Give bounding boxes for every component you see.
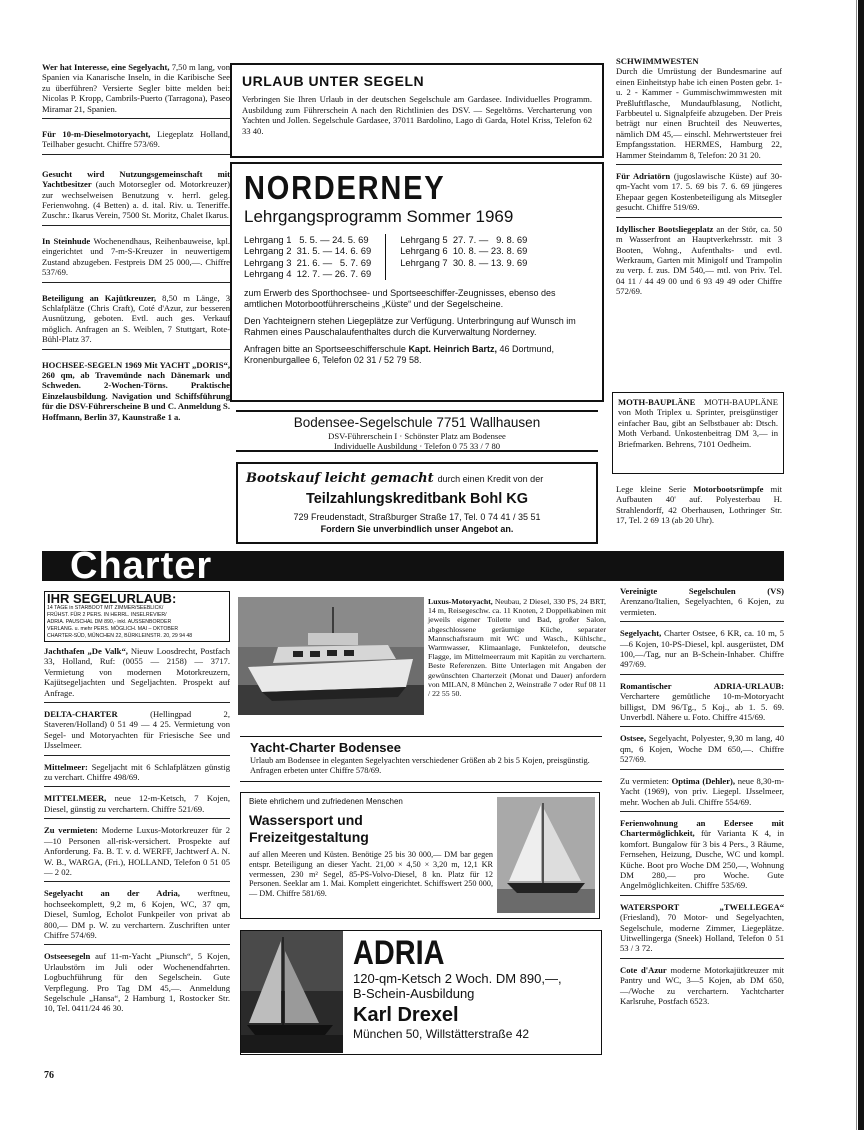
rumpf-ad: Lege kleine Serie Motorbootsrümpfe mit Aufbauten 40' auf. Polyesterbau H. Strahlendorff, 42 Oberhausen, Lothringer Str. 17, Tel. 2 69 13 (ab 20 Uhr). xyxy=(616,484,782,526)
bohl-bank: Teilzahlungskreditbank Bohl KG xyxy=(305,491,529,507)
classified-ad: Für Adriatörn (jugoslawische Küste) auf 30-qm-Yacht vom 17. 5. 69 bis 7. 6. 69 jüngeres Ehepaar gegen Kostenbeteiligung als Mitsegler gesucht. Chiffre 519/69. xyxy=(616,171,782,218)
ad-text: Verbringen Sie Ihren Urlaub in der deutschen Segelschule am Gardasee. Individuelles Programm. Ausbildung zum Führerschein A nach den Richtlinien des DSV. — Segeltörns. Vercharterung von Yachten und Jollen. Segelschule Gardasee, 37011 Bardolino, Lago di Garda, Hotel Kriss, Telefon 62 33 40. xyxy=(242,94,592,136)
charter-ad: WATERSPORT „TWELLEGEA“ (Friesland), 70 Motor- und Segelyachten, Segelschule, moderne Zimmer, Liegeplätze. Uitwellingerga (Sneek) Holland, Telefon 0 51 53 / 3 72. xyxy=(620,902,784,959)
ad-moth-bauplaene xyxy=(612,392,784,474)
charter-ad: DELTA-CHARTER (Hellingpad 2, Staveren/Holland) 0 51 49 — 4 25. Vermietung von Segel- und Motoryachten für Friesische See und IJsselmeer. xyxy=(44,709,230,756)
bohl-script: Bootskauf leicht gemacht xyxy=(246,471,434,486)
norderney-p2: Den Yachteignern stehen Liegeplätze zur Verfügung. Unterbringung auf Wunsch im Rahmen eines Pauschalaufenthaltes durch die Kurverwaltung Norderney. xyxy=(244,315,576,337)
adria-photo xyxy=(241,931,343,1053)
segelurlaub-line: FRÜHST. FÜR 2 PERS. IN HERRL. INSELREVIER/ xyxy=(47,612,167,618)
motoryacht-illustration xyxy=(238,597,424,715)
yacht-bodensee-text: Urlaub am Bodensee in eleganten Segelyachten verschiedener Größen ab 2 bis 5 Kojen, preisgünstig. Anfragen erbeten unter Chiffre 578/69. xyxy=(250,756,590,775)
segelurlaub-line: VERLANG. u. mehr PERS. MÖGLICH. MAI – OKTOBER xyxy=(47,626,179,632)
segelurlaub-lines xyxy=(45,605,229,640)
wassersport-intro: Biete ehrlichem und zufriedenen Menschen xyxy=(249,797,403,806)
norderney-subtitle: Lehrgangsprogramm Sommer 1969 xyxy=(244,207,514,226)
classified-ad: Idyllischer Bootsliegeplatz an der Stör, ca. 50 m Wasserfront an Hauptverkehrsstr. mit 3 Booten, Wohng., Aufenthalts- und evtl. Werkraum, Garten mit Minigolf und Trampolin zu verp. f. zus. DM 540,— mtl. von Priv. Tel. 04 11 / 44 49 00 und 6 93 49 49 oder Chiffre 572/69. xyxy=(616,223,782,297)
wassersport-text: auf allen Meeren und Küsten. Benötige 25 bis 30 000,— DM bar gegen entspr. Beteiligung an dieser Yacht. 21,00 × 4,50 × 3,20 m, 12,1 KR vermessen, 230 m² Segel, 85-PS-Volvo-Diesel, 8 kn. Platz für 12 Personen. Seeklar am 1. Mai. Komplett eingerichtet. Schiffswert 250 000,— DM. Chiffre 581/69. xyxy=(249,850,493,899)
bodensee-line2: Individuelle Ausbildung · Telefon 0 75 33 / 7 80 xyxy=(333,441,501,451)
classified-ad: HOCHSEE-SEGELN 1969 Mit YACHT „DORIS“, 260 qm, ab Travemünde nach Dänemark und Schweden. 2-Wochen-Törns. Praktische Einzelausbildung. Navigation und Schiffsführung für die DSV-Führerscheine B und C. Anmeldung S. Hoffmann, Berlin 37, Kaunstraße 1 a. xyxy=(42,359,230,422)
norderney-p1: zum Erwerb des Sporthochsee- und Sportseeschiffer-Zeugnisses, ebenso des amtlichen Motorbootführerscheins „Küste“ und der Segelscheine. xyxy=(244,287,556,309)
ad-segelurlaub xyxy=(44,591,230,642)
course-entry: Lehrgang 7 30. 8. — 13. 9. 69 xyxy=(400,256,528,268)
sailboat-illustration xyxy=(497,797,595,913)
adria-name: Karl Drexel xyxy=(353,1004,459,1026)
charter-ad: MITTELMEER, neue 12-m-Ketsch, 7 Kojen, Diesel, günstig zu verchartern. Chiffre 521/69. xyxy=(44,793,230,819)
charter-left-column xyxy=(44,646,230,1024)
segelurlaub-title: IHR SEGELURLAUB: xyxy=(47,591,177,606)
page-number: 76 xyxy=(44,1070,54,1081)
classified-ad: Beteiligung an Kajütkreuzer, 8,50 m Länge, 3 Schlafplätze (Chris Craft), Coté d'Azur, zur besseren Ausnützung, geboten. Evtl. auch ges. Verkauf möglich. Anfragen an S. Weiblen, 7 Stuttgart, Rote-Bühl-Platz 37. xyxy=(42,293,230,350)
courses-left xyxy=(244,234,371,280)
segelurlaub-line: CHARTER-SÜD, MÜNCHEN 22, BÜRKLEINSTR. 20, 29 94 48 xyxy=(47,633,193,639)
norderney-p3: Anfragen bitte an Sportseeschifferschule Kapt. Heinrich Bartz, 46 Dortmund, Kronenburgallee 6, Telefon 02 31 / 52 79 58. xyxy=(244,343,554,365)
adria-line2: B-Schein-Ausbildung xyxy=(353,986,475,1001)
bohl-script-rest: durch einen Kredit von der xyxy=(437,474,544,484)
adria-addr: München 50, Willstätterstraße 42 xyxy=(353,1027,530,1041)
yacht-bodensee-title: Yacht-Charter Bodensee xyxy=(250,740,401,755)
course-entry: Lehrgang 6 10. 8. — 23. 8. 69 xyxy=(400,245,528,257)
classified-ad: Gesucht wird Nutzungsgemeinschaft mit Yachtbesitzer (auch Motorsegler od. Motorkreuzer) zur wechselweisen Benutzung v. herrl. geleg. Ferienwohng. (4 Betten) a. d. ital. Riv. u. Teneriffe. Zuschr.: Ikarus Verein, 7500 St. Moritz, Chalet Ikarus. xyxy=(42,169,230,226)
ad-adria xyxy=(240,930,602,1055)
bohl-addr: 729 Freudenstadt, Straßburger Straße 17, Tel. 0 74 41 / 35 51 xyxy=(293,512,541,522)
page-edge-line xyxy=(856,0,857,1130)
sailboat-photo xyxy=(497,797,595,913)
charter-ad: Romantischer ADRIA-URLAUB: Verchartere gemütliche 10-m-Motoryacht billigst, DM 96/Tg., 5 Koj., ab 1. 5. 69. Unverbdl. Nähere u. Foto. Chiffre 415/69. xyxy=(620,681,784,728)
course-entry: Lehrgang 4 12. 7. — 26. 7. 69 xyxy=(244,268,372,280)
bodensee-line1: DSV-Führerschein I · Schönster Platz am Bodensee xyxy=(328,431,506,441)
charter-ad: Zu vermieten: Moderne Luxus-Motorkreuzer für 2—10 Personen all-risk-versichert. Prospekte auf Anforderung. Fa. B. T. v. d. WERFF, Jachtwerf A. N. W. B., WARGA, (Fri.), HOLLAND, Telefon 0 51 05 — 2 02. xyxy=(44,825,230,882)
left-top-column xyxy=(42,62,230,432)
classified-ad: In Steinhude Wochenendhaus, Reihenbauweise, kpl. eingerichtet und 7-m-S-Kreuzer in neuwertigem Zustand abzugeben. Festpreis DM 25 000,—. Chiffre 537/69. xyxy=(42,236,230,283)
charter-ad: Mittelmeer: Segeljacht mit 6 Schlafplätzen günstig zu verchart. Chiffre 498/69. xyxy=(44,762,230,788)
ad-wassersport xyxy=(240,792,600,919)
right-top-column xyxy=(616,56,782,307)
charter-banner-text: Charter xyxy=(70,545,213,587)
charter-ad: Jachthafen „De Valk“, Nieuw Loosdrecht, Postfach 33, Holland, Ruf: (0055 — 2158) — 3717. Vermietung von modernen Motorkreuzern, Kajütsegeljachten und Segeljachten. Prospekt auf Anfrage. xyxy=(44,646,230,703)
charter-banner xyxy=(42,545,784,587)
norderney-title: NORDERNEY xyxy=(244,169,446,206)
wassersport-title1: Wassersport und xyxy=(249,812,363,828)
course-entry: Lehrgang 5 27. 7. — 9. 8. 69 xyxy=(400,234,528,245)
motoryacht-photo xyxy=(238,597,424,715)
bohl-cta: Fordern Sie unverbindlich unser Angebot an. xyxy=(320,524,514,534)
charter-right-column xyxy=(620,586,784,1016)
charter-ad: Ostseesegeln auf 11-m-Yacht „Piunsch“, 5 Kojen, Urlaubstörn im Juli oder Wochenendfahrten. Logbuchführung für den Segelschein. Gute Verpflegung. Pro Tag DM 45,—. Anmeldung Segelschule „Hansa“, 2 Hamburg 1, Rostocker Str. 10, Tel. 0411/24 46 30. xyxy=(44,951,230,1014)
ad-bohl-kredit xyxy=(236,462,598,544)
segelurlaub-line: 14 TAGE in STARBOOT MIT ZIMMER/SEEBLICK/ xyxy=(47,605,164,611)
courses-right xyxy=(400,234,527,280)
charter-ad: Segelyacht, Charter Ostsee, 6 KR, ca. 10 m, 5—6 Kojen, 10-PS-Diesel, kpl. ausgerüstet, DM 100,—/Tag, nur an B-Schein-Inhaber. Chiffre 497/69. xyxy=(620,628,784,675)
adria-title: ADRIA xyxy=(353,934,445,972)
classified-ad: Für 10-m-Dieselmotoryacht, Liegeplatz Holland, Teilhaber gesucht. Chiffre 573/69. xyxy=(42,129,230,155)
moth-text: MOTH-BAUPLÄNE MOTH-BAUPLÄNE von Moth Triplex u. Sprinter, preisgünstiger einfacher Bau, gibt an Selbstbauer ab: Dtsch. Moth Verband. Unkostenbeitrag DM 3,— in Briefmarken. Behrens, 7101 Oedheim. xyxy=(618,397,778,449)
ad-title: URLAUB UNTER SEGELN xyxy=(242,73,425,89)
ad-yacht-charter-bodensee xyxy=(240,736,602,782)
adria-line1: 120-qm-Ketsch 2 Woch. DM 890,—, xyxy=(353,971,562,986)
bodensee-title: Bodensee-Segelschule 7751 Wallhausen xyxy=(293,415,541,430)
ad-urlaub-unter-segeln xyxy=(230,63,604,158)
charter-ad: Ostsee, Segelyacht, Polyester, 9,30 m lang, 40 qm, 6 Kojen, Woche DM 650,—. Chiffre 527/69. xyxy=(620,733,784,769)
page-edge xyxy=(858,0,864,1130)
classified-ad: SCHWIMMWESTEN Durch die Umrüstung der Bundesmarine auf einen Einheitstyp habe ich einen Posten gebr. 1- u. 2 - Kammer - Gummischwimmwesten mit Preßluftflasche, Mundaufblasung, Notlicht, Farbbeutel u. Signalpfeife abzugeben. Der Preis beträgt nur einen Bruchteil des Neuwertes, nämlich DM 45,— einschl. Mehrwertsteuer frei Empfangsstation. HERMES, Hamburg 22, Hammer Steindamm 8, Telefon: 20 31 20. xyxy=(616,56,782,165)
charter-ad: Ferienwohnung an Edersee mit Chartermöglichkeit, für Varianta K 4, in komfort. Bungalow für 3 bis 4 Pers., 3 Räume, Fernsehen, Heizung, Dusche, WC und kompl. Küche. Boot pro Woche DM 250,—, Wohnung DM 280,— pro Woche. Gute Angelmöglichkeiten. Chiffre 535/69. xyxy=(620,818,784,896)
charter-ad: Segelyacht an der Adria, werftneu, hochseekomplett, 9,2 m, 6 Kojen, WC, 37 qm, Diesel, Sumlog, Echolot Funkpeiler von privat ab 800,— DM p. W. zu verchartern. Zuschriften unter Chiffre 574/69. xyxy=(44,888,230,945)
course-entry: Lehrgang 2 31. 5. — 14. 6. 69 xyxy=(244,245,372,257)
wassersport-title2: Freizeitgestaltung xyxy=(249,829,369,845)
ad-bodensee-segelschule xyxy=(236,410,598,452)
segelurlaub-line: ADRIA. PAUSCHAL DM 890,- inkl. AUSSENBORDER xyxy=(47,619,172,625)
course-entry: Lehrgang 1 5. 5. — 24. 5. 69 xyxy=(244,234,369,245)
charter-ad: Cote d'Azur moderne Motorkajütkreuzer mit Pantry und WC, 3—5 Kojen, ab DM 650,—/Woche zu verchartern. Yachtcharter Karlsruhe, Postfach 6523. xyxy=(620,964,784,1006)
ad-norderney xyxy=(230,162,604,402)
ketsch-illustration xyxy=(241,931,343,1053)
luxus-motoryacht-ad: Luxus-Motoryacht, Neubau, 2 Diesel, 330 PS, 24 BRT, 14 m, Reisegeschw. ca. 11 Knoten, 2 Doppelkabinen mit jeweils eigener Toilette und Bad, großer Salon, abgeschlossene geräumige Küche, separater Mannschaftsraum mit WC und Wasch., Kühlschr., Warmwasser, Klimaanlage, Funktelefon, deutsche Flagge, im Mittelmeerraum mit Kapitän zu verchartern. Beste Referenzen. Bitte Unterlagen mit Angaben der gewünschten Charterzeit (Monat und Dauer) anfordern von MILAN, 8 München 2, Weinstraße 7 oder Ruf 08 11 / 22 55 50. xyxy=(428,597,606,699)
charter-ad: Zu vermieten: Optima (Dehler), neue 8,30-m-Yacht (1969), von priv. Liegepl. IJsselmeer, mehr. Wochen ab Juli. Chiffre 554/69. xyxy=(620,776,784,812)
classified-ad: Wer hat Interesse, eine Segelyacht, 7,50 m lang, von Spanien via Kanarische Inseln, in die Karibische See zu überführen? Versierte Segler bitte melden bei: Nicolas P. Kropp, Cambrils-Puerto (Tarragona), Paseo Miramar 21, Spanien. xyxy=(42,62,230,119)
course-entry: Lehrgang 3 21. 6. — 5. 7. 69 xyxy=(244,256,372,268)
charter-ad: Vereinigte Segelschulen (VS) Arenzano/Italien, Segelyachten, 6 Kojen, zu vermieten. xyxy=(620,586,784,622)
